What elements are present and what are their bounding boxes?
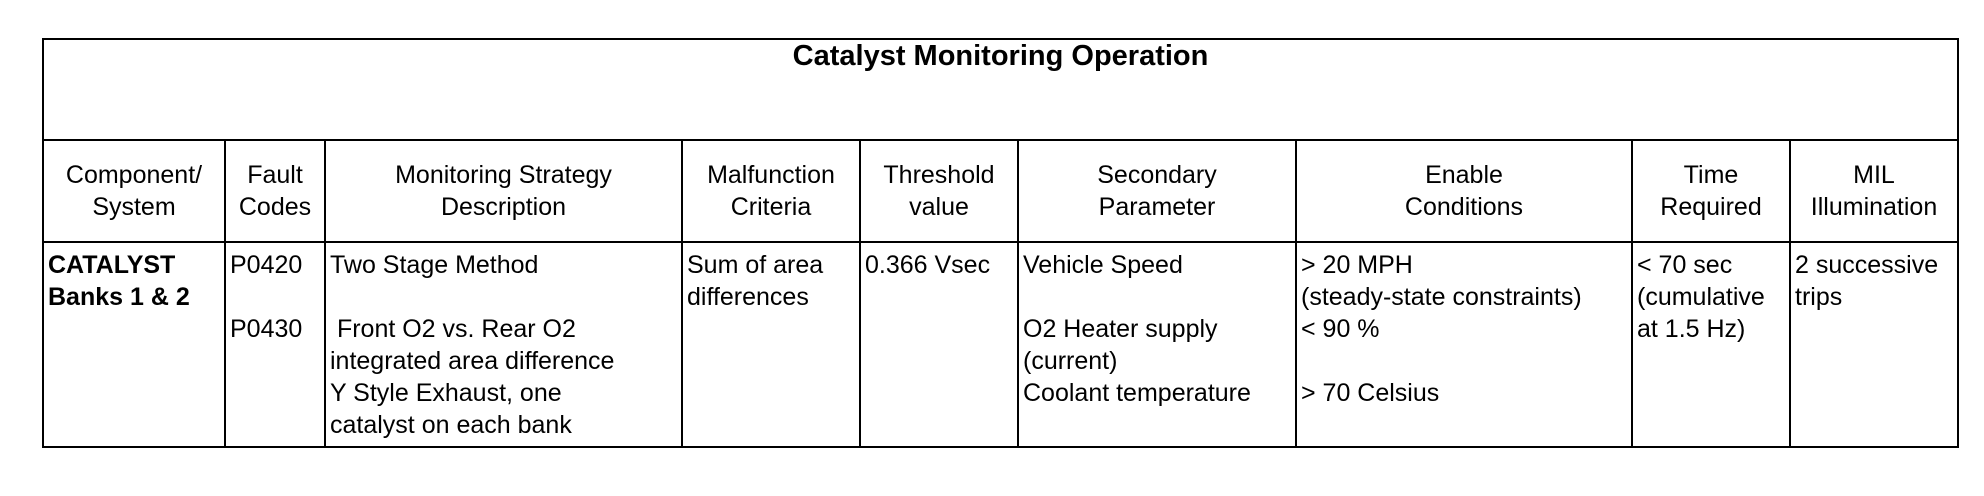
header-time: Time Required bbox=[1632, 140, 1790, 242]
header-secondary: Secondary Parameter bbox=[1018, 140, 1296, 242]
cell-strategy: Two Stage Method Front O2 vs. Rear O2 integrated area difference Y Style Exhaust, one catalyst on each bank bbox=[325, 242, 682, 447]
header-strategy: Monitoring Strategy Description bbox=[325, 140, 682, 242]
cell-mil: 2 successive trips bbox=[1790, 242, 1958, 447]
cell-secondary: Vehicle Speed O2 Heater supply (current) Coolant temperature bbox=[1018, 242, 1296, 447]
catalyst-monitoring-table bbox=[42, 38, 1959, 448]
header-component: Component/ System bbox=[43, 140, 225, 242]
cell-threshold: 0.366 Vsec bbox=[860, 242, 1018, 447]
cell-component: CATALYST Banks 1 & 2 bbox=[43, 242, 225, 447]
table-row bbox=[43, 242, 1958, 447]
header-mil: MIL Illumination bbox=[1790, 140, 1958, 242]
header-row bbox=[43, 140, 1958, 242]
header-enable: Enable Conditions bbox=[1296, 140, 1632, 242]
cell-fault-codes: P0420 P0430 bbox=[225, 242, 325, 447]
cell-enable: > 20 MPH (steady-state constraints) < 90 % > 70 Celsius bbox=[1296, 242, 1632, 447]
cell-malfunction: Sum of area differences bbox=[682, 242, 860, 447]
header-threshold: Threshold value bbox=[860, 140, 1018, 242]
cell-time: < 70 sec (cumulative at 1.5 Hz) bbox=[1632, 242, 1790, 447]
header-fault-codes: Fault Codes bbox=[225, 140, 325, 242]
header-malfunction: Malfunction Criteria bbox=[682, 140, 860, 242]
table-title: Catalyst Monitoring Operation bbox=[43, 39, 1958, 140]
